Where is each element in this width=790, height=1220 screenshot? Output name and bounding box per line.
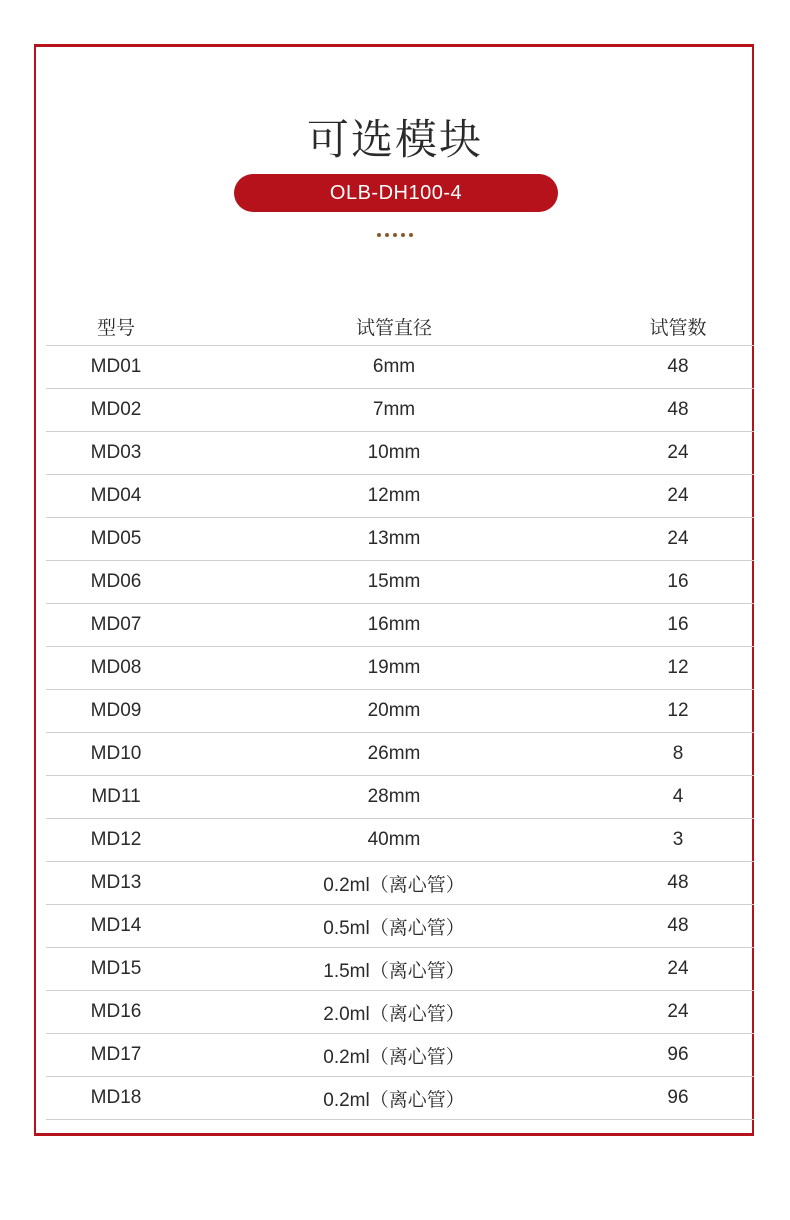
cell-tube-count: 12 — [667, 700, 689, 721]
header-tube-count: 试管数 — [649, 316, 707, 339]
table-row — [46, 475, 754, 518]
cell-tube-count: 24 — [667, 528, 689, 549]
cell-tube-diameter: 20mm — [367, 700, 421, 721]
cell-model: MD03 — [90, 442, 142, 463]
table-row — [46, 518, 754, 561]
cell-tube-count: 3 — [672, 829, 684, 850]
dot-icon — [401, 233, 405, 237]
cell-model: MD08 — [90, 657, 142, 678]
cell-tube-count: 24 — [667, 958, 689, 979]
cell-model: MD10 — [90, 743, 142, 764]
cell-model: MD13 — [90, 872, 142, 893]
cell-tube-count: 48 — [667, 915, 689, 936]
table-row — [46, 647, 754, 690]
cell-tube-count: 24 — [667, 442, 689, 463]
cell-tube-count: 24 — [667, 1001, 689, 1022]
cell-tube-diameter: 0.2ml（离心管） — [323, 874, 465, 896]
cell-tube-count: 8 — [672, 743, 684, 764]
cell-tube-count: 16 — [667, 614, 689, 635]
table-body — [46, 346, 754, 1120]
table-row — [46, 389, 754, 432]
cell-tube-count: 96 — [667, 1044, 689, 1065]
decorative-dots — [0, 233, 790, 237]
dot-icon — [385, 233, 389, 237]
cell-tube-diameter: 28mm — [367, 786, 421, 807]
cell-tube-diameter: 0.2ml（离心管） — [323, 1046, 465, 1068]
cell-model: MD15 — [90, 958, 142, 979]
table-row — [46, 948, 754, 991]
cell-tube-diameter: 15mm — [367, 571, 421, 592]
cell-model: MD18 — [90, 1087, 142, 1108]
cell-tube-diameter: 7mm — [372, 399, 416, 420]
cell-tube-diameter: 13mm — [367, 528, 421, 549]
table-row — [46, 905, 754, 948]
cell-model: MD09 — [90, 700, 142, 721]
cell-tube-diameter: 1.5ml（离心管） — [323, 960, 465, 982]
table-row — [46, 690, 754, 733]
cell-tube-count: 24 — [667, 485, 689, 506]
cell-tube-diameter: 40mm — [367, 829, 421, 850]
table-row — [46, 819, 754, 862]
cell-model: MD07 — [90, 614, 142, 635]
module-table — [46, 303, 754, 1120]
table-header-row — [46, 303, 754, 346]
cell-tube-diameter: 12mm — [367, 485, 421, 506]
table-row — [46, 1034, 754, 1077]
header-model: 型号 — [96, 316, 135, 339]
cell-tube-count: 48 — [667, 399, 689, 420]
table-row — [46, 991, 754, 1034]
dot-icon — [377, 233, 381, 237]
table-row — [46, 733, 754, 776]
model-badge: OLB-DH100-4 — [234, 174, 558, 212]
table-row — [46, 604, 754, 647]
cell-tube-diameter: 0.2ml（离心管） — [323, 1089, 465, 1111]
cell-tube-diameter: 26mm — [367, 743, 421, 764]
page-title: 可选模块 — [306, 115, 483, 164]
dot-icon — [409, 233, 413, 237]
cell-model: MD12 — [90, 829, 142, 850]
table-row — [46, 346, 754, 389]
cell-model: MD04 — [90, 485, 142, 506]
table-row — [46, 561, 754, 604]
cell-model: MD01 — [90, 356, 142, 377]
cell-tube-count: 16 — [667, 571, 689, 592]
cell-tube-count: 4 — [672, 786, 684, 807]
cell-model: MD11 — [91, 786, 141, 807]
cell-model: MD16 — [90, 1001, 142, 1022]
cell-tube-diameter: 19mm — [367, 657, 421, 678]
cell-tube-diameter: 10mm — [367, 442, 421, 463]
table-row — [46, 1077, 754, 1120]
cell-model: MD06 — [90, 571, 142, 592]
dot-icon — [393, 233, 397, 237]
cell-tube-count: 96 — [667, 1087, 689, 1108]
cell-tube-count: 48 — [667, 872, 689, 893]
cell-tube-diameter: 6mm — [372, 356, 416, 377]
cell-tube-diameter: 2.0ml（离心管） — [323, 1003, 465, 1025]
cell-tube-count: 48 — [667, 356, 689, 377]
cell-tube-diameter: 0.5ml（离心管） — [323, 917, 465, 939]
table-row — [46, 776, 754, 819]
table-row — [46, 432, 754, 475]
cell-model: MD05 — [90, 528, 142, 549]
cell-tube-count: 12 — [667, 657, 689, 678]
header-tube-diameter: 试管直径 — [355, 316, 432, 339]
cell-model: MD02 — [90, 399, 142, 420]
cell-model: MD14 — [90, 915, 142, 936]
cell-model: MD17 — [90, 1044, 142, 1065]
table-row — [46, 862, 754, 905]
cell-tube-diameter: 16mm — [367, 614, 421, 635]
